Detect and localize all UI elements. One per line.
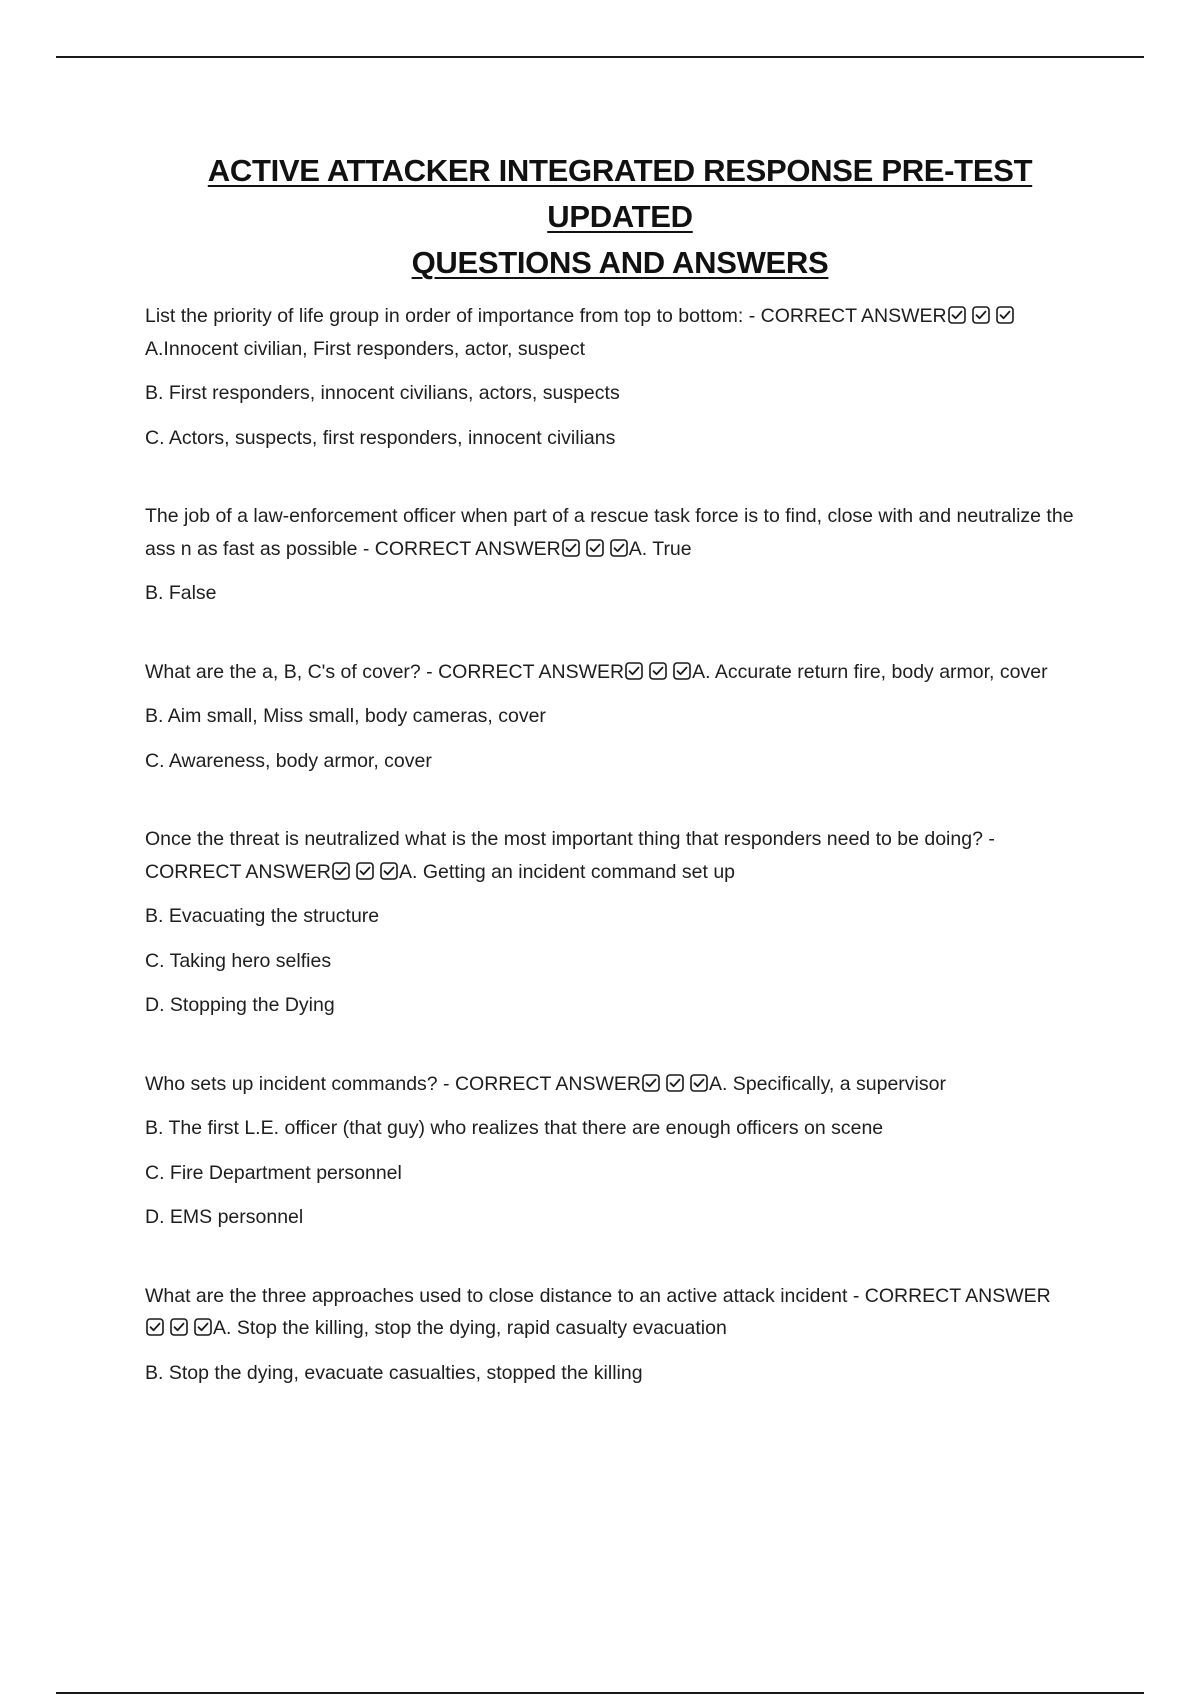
- question-line: [145, 300, 1095, 365]
- question-text: Who sets up incident commands? - CORRECT ANSWER: [145, 1072, 641, 1095]
- question-block: [145, 300, 1095, 454]
- question-list: [145, 300, 1095, 1389]
- question-block: [145, 656, 1095, 778]
- correct-answer-marker: [625, 662, 691, 680]
- checkbox-checked-icon: [642, 1074, 660, 1092]
- checkbox-checked-icon: [170, 1318, 188, 1336]
- question-block: [145, 1280, 1095, 1390]
- answer-option: B. Stop the dying, evacuate casualties, stopped the killing: [145, 1361, 643, 1384]
- checkbox-checked-icon: [146, 1318, 164, 1336]
- answer-option: C. Fire Department personnel: [145, 1161, 402, 1184]
- answer-option: B. Evacuating the structure: [145, 905, 380, 927]
- checkbox-checked-icon: [690, 1074, 708, 1092]
- question-text: Once the threat is neutralized what is the most important thing that responders need to be doing? - CORRECT ANSWER: [145, 828, 995, 883]
- checkbox-checked-icon: [586, 539, 604, 557]
- correct-answer-marker: [332, 862, 398, 880]
- question-block: [145, 1068, 1095, 1234]
- checkbox-checked-icon: [996, 306, 1014, 324]
- header-rule: [56, 56, 1144, 58]
- checkbox-checked-icon: [194, 1318, 212, 1336]
- answer-option: B. First responders, innocent civilians, actors, suspects: [145, 382, 620, 404]
- checkbox-checked-icon: [625, 662, 643, 680]
- answer-option: C. Awareness, body armor, cover: [145, 749, 432, 772]
- checkbox-checked-icon: [562, 539, 580, 557]
- checkbox-checked-icon: [610, 539, 628, 557]
- answer-option: C. Taking hero selfies: [145, 949, 332, 972]
- correct-answer-marker: [562, 539, 628, 557]
- question-line: [145, 1280, 1095, 1345]
- answer-option: D. Stopping the Dying: [145, 994, 335, 1016]
- checkbox-checked-icon: [972, 306, 990, 324]
- question-line: [145, 1068, 1095, 1101]
- question-line: [145, 500, 1095, 565]
- question-block: [145, 823, 1095, 1022]
- correct-answer-text: A. Getting an incident command set up: [399, 860, 736, 883]
- answer-option: D. EMS personnel: [145, 1206, 304, 1228]
- correct-answer-text: A.Innocent civilian, First responders, actor, suspect: [145, 337, 586, 360]
- checkbox-checked-icon: [649, 662, 667, 680]
- question-text: What are the three approaches used to close distance to an active attack incident - CORRECT ANSWER: [145, 1284, 1051, 1307]
- question-text: What are the a, B, C's of cover? - CORRECT ANSWER: [145, 660, 625, 683]
- correct-answer-marker: [642, 1074, 708, 1092]
- checkbox-checked-icon: [332, 862, 350, 880]
- document-title: [145, 148, 1095, 286]
- correct-answer-text: A. True: [628, 537, 692, 560]
- correct-answer-marker: [146, 1318, 212, 1336]
- question-text: List the priority of life group in order of importance from top to bottom: - CORRECT ANSWER: [145, 305, 947, 327]
- document-body: [145, 148, 1095, 1435]
- checkbox-checked-icon: [948, 306, 966, 324]
- title-line-1: ACTIVE ATTACKER INTEGRATED RESPONSE PRE-TEST UPDATED: [207, 153, 1033, 234]
- title-line-2: QUESTIONS AND ANSWERS: [411, 245, 829, 280]
- answer-option: B. Aim small, Miss small, body cameras, cover: [145, 705, 546, 727]
- answer-option: B. The first L.E. officer (that guy) who realizes that there are enough officers on scene: [145, 1117, 884, 1139]
- question-block: [145, 500, 1095, 610]
- correct-answer-marker: [948, 306, 1014, 324]
- correct-answer-text: A. Accurate return fire, body armor, cover: [692, 660, 1048, 683]
- correct-answer-text: A. Stop the killing, stop the dying, rapid casualty evacuation: [213, 1317, 727, 1339]
- question-line: [145, 656, 1095, 689]
- correct-answer-text: A. Specifically, a supervisor: [708, 1072, 946, 1095]
- question-text: The job of a law-enforcement officer when part of a rescue task force is to find, close with and neutralize the ass n as fast as possible - CORRECT ANSWER: [145, 505, 1074, 560]
- answer-option: C. Actors, suspects, first responders, innocent civilians: [145, 426, 616, 449]
- question-line: [145, 823, 1095, 888]
- checkbox-checked-icon: [356, 862, 374, 880]
- checkbox-checked-icon: [673, 662, 691, 680]
- footer-rule: [56, 1692, 1144, 1694]
- answer-option: B. False: [145, 582, 217, 604]
- checkbox-checked-icon: [380, 862, 398, 880]
- checkbox-checked-icon: [666, 1074, 684, 1092]
